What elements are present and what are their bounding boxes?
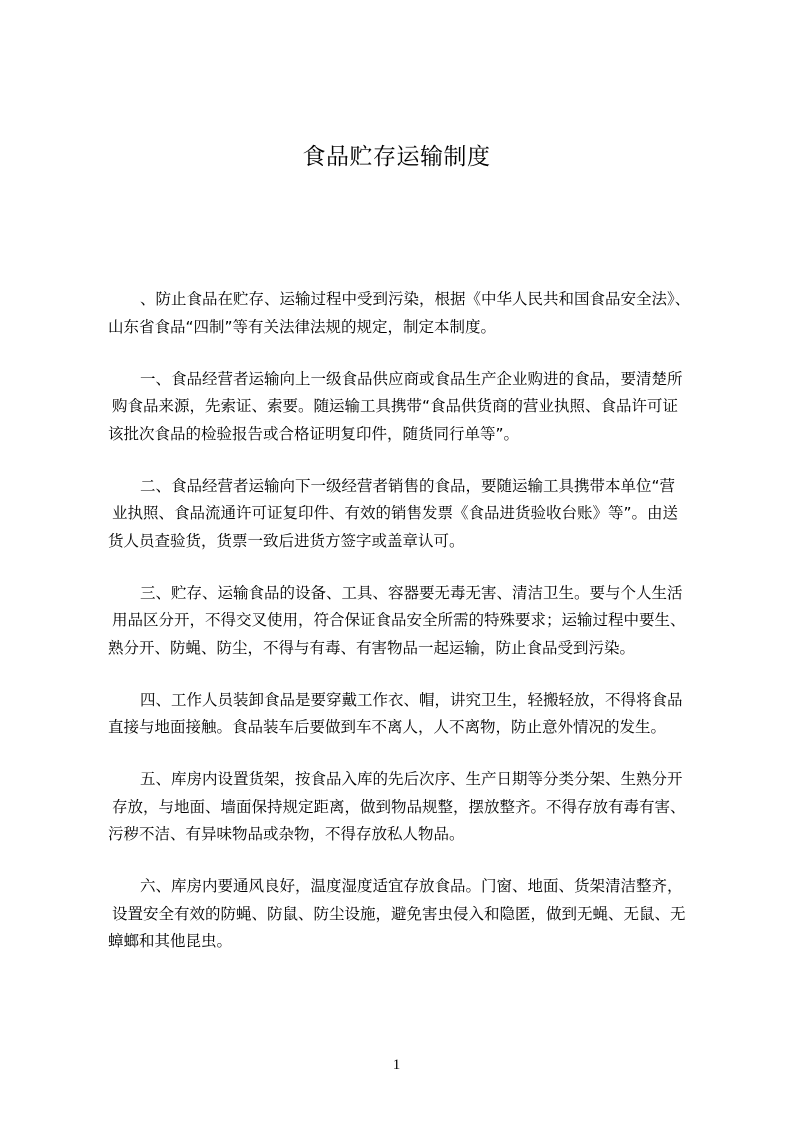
paragraph-line: 用品区分开，不得交叉使用，符合保证食品安全所需的特殊要求；运输过程中要生、 xyxy=(112,611,686,629)
paragraph-line: 五、库房内设置货架，按食品入库的先后次序、生产日期等分类分架、生熟分开 xyxy=(140,770,683,788)
paragraph-line: 蟑螂和其他昆虫。 xyxy=(108,932,233,950)
paragraph-line: 山东省食品“四制”等有关法律法规的规定，制定本制度。 xyxy=(108,317,497,336)
paragraph-line: 设置安全有效的防蝇、防鼠、防尘设施，避免害虫侵入和隐匿，做到无蝇、无鼠、无 xyxy=(112,904,686,923)
paragraph-line: 存放，与地面、墙面保持规定距离，做到物品规整，摆放整齐。不得存放有毒有害、 xyxy=(112,797,686,816)
paragraph-line: 直接与地面接触。食品装车后要做到车不离人，人不离物，防止意外情况的发生。 xyxy=(108,718,667,736)
paragraph-line: 业执照、食品流通许可证复印件、有效的销售发票《食品进货验收台账》等”。由送 xyxy=(112,504,679,522)
paragraph-line: 污秽不洁、有异味物品或杂物，不得存放私人物品。 xyxy=(108,825,465,843)
paragraph-line: 一、食品经营者运输向上一级食品供应商或食品生产企业购进的食品，要清楚所 xyxy=(140,369,683,388)
paragraph-line: 货人员查验货，货票一致后进货方签字或盖章认可。 xyxy=(108,531,465,550)
paragraph-clause-3 xyxy=(108,580,704,663)
document-body xyxy=(108,286,704,956)
paragraph-clause-2 xyxy=(108,473,704,556)
paragraph-clause-4 xyxy=(108,687,704,742)
paragraph-line: 熟分开、防蝇、防尘，不得与有毒、有害物品一起运输，防止食品受到污染。 xyxy=(108,638,636,657)
paragraph-line: 四、工作人员装卸食品是要穿戴工作衣、帽，讲究卫生，轻搬轻放，不得将食品 xyxy=(140,690,683,709)
paragraph-line: 购食品来源，先索证、索要。随运输工具携带“食品供货商的营业执照、食品许可证 xyxy=(112,397,679,415)
paragraph-line: 六、库房内要通风良好，温度湿度适宜存放食品。门窗、地面、货架清洁整齐， xyxy=(140,877,683,895)
paragraph-line: 、防止食品在贮存、运输过程中受到污染，根据《中华人民共和国食品安全法》、 xyxy=(140,290,691,308)
document-title: 食品贮存运输制度 xyxy=(302,144,491,170)
paragraph-clause-1 xyxy=(108,366,704,449)
paragraph-line: 二、食品经营者运输向下一级经营者销售的食品，要随运输工具携带本单位“营 xyxy=(140,476,676,495)
paragraph-line: 三、贮存、运输食品的设备、工具、容器要无毒无害、清洁卫生。要与个人生活 xyxy=(140,583,683,602)
paragraph-clause-5 xyxy=(108,766,704,849)
paragraph-clause-6 xyxy=(108,873,704,956)
paragraph-line: 该批次食品的检验报告或合格证明复印件，随货同行单等”。 xyxy=(108,424,520,443)
page-number: 1 xyxy=(392,1057,401,1073)
paragraph-preamble xyxy=(108,286,704,341)
